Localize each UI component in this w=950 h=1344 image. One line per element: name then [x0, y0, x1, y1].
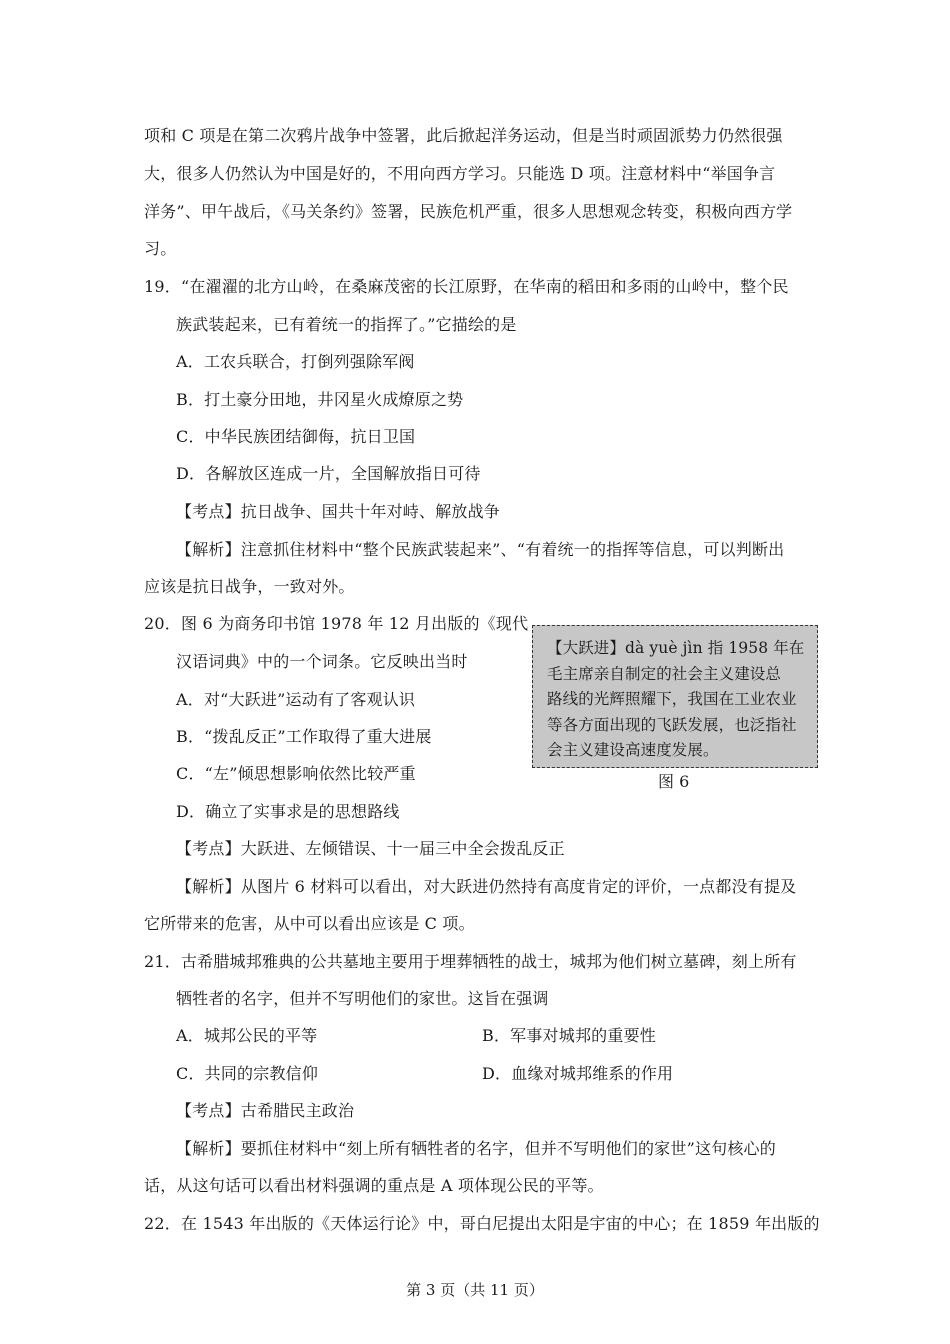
figure-caption: 图 6 — [658, 772, 690, 791]
text-line: 【解析】从图片 6 材料可以看出，对大跃进仍然持有高度肯定的评价，一点都没有提及 — [176, 877, 797, 896]
text-line: A．城邦公民的平等 — [176, 1026, 318, 1045]
text-line: 22．在 1543 年出版的《天体运行论》中，哥白尼提出太阳是宇宙的中心；在 1859 年出版的 — [144, 1214, 820, 1233]
dictionary-entry-line: 路线的光辉照耀下，我国在工业农业 — [547, 690, 797, 708]
text-line: 【解析】注意抓住材料中“整个民族武装起来”、“有着统一的指挥等信息，可以判断出 — [176, 540, 785, 559]
text-line: D．各解放区连成一片，全国解放指日可待 — [176, 464, 481, 483]
text-line: 族武装起来，已有着统一的指挥了。”它描绘的是 — [176, 315, 517, 334]
text-line: 牺牲者的名字，但并不写明他们的家世。这旨在强调 — [176, 989, 549, 1008]
dictionary-entry-line: 等各方面出现的飞跃发展，也泛指社 — [547, 715, 797, 734]
text-line: 洋务”、甲午战后，《马关条约》签署，民族危机严重，很多人思想观念转变，积极向西方学 — [144, 202, 793, 221]
text-line: 项和 C 项是在第二次鸦片战争中签署，此后掀起洋务运动，但是当时顽固派势力仍然很强 — [144, 126, 783, 145]
dictionary-entry-line: 【大跃进】dà yuè jìn 指 1958 年在 — [547, 639, 805, 657]
text-line: 应该是抗日战争，一致对外。 — [144, 577, 355, 596]
text-line: 【考点】大跃进、左倾错误、十一届三中全会拨乱反正 — [176, 839, 565, 858]
text-line: 它所带来的危害，从中可以看出应该是 C 项。 — [144, 914, 475, 933]
dictionary-entry-box — [532, 625, 818, 768]
text-line: 21．古希腊城邦雅典的公共墓地主要用于埋葬牺牲的战士，城邦为他们树立墓碑，刻上所有 — [144, 952, 797, 971]
text-line: B．“拨乱反正”工作取得了重大进展 — [176, 727, 432, 746]
dictionary-entry-line: 毛主席亲自制定的社会主义建设总 — [547, 664, 782, 683]
text-line: D．确立了实事求是的思想路线 — [176, 802, 400, 821]
text-line: A．工农兵联合，打倒列强除军阀 — [176, 352, 415, 371]
text-line: C．“左”倾思想影响依然比较严重 — [176, 764, 416, 783]
text-line: B．军事对城邦的重要性 — [482, 1026, 656, 1045]
text-line: 话，从这句话可以看出材料强调的重点是 A 项体现公民的平等。 — [144, 1176, 604, 1195]
text-line: C．共同的宗教信仰 — [176, 1064, 319, 1083]
text-line: C．中华民族团结御侮，抗日卫国 — [176, 427, 416, 446]
text-line: A．对“大跃进”运动有了客观认识 — [176, 690, 416, 709]
text-line: 19．“在濯濯的北方山岭，在桑麻茂密的长江原野，在华南的稻田和多雨的山岭中，整个民 — [144, 277, 789, 296]
text-line: 20．图 6 为商务印书馆 1978 年 12 月出版的《现代 — [144, 614, 529, 633]
text-line: 【考点】抗日战争、国共十年对峙、解放战争 — [176, 502, 501, 521]
text-line: 汉语词典》中的一个词条。它反映出当时 — [176, 652, 468, 671]
dictionary-entry-line: 会主义建设高速度发展。 — [547, 741, 719, 759]
text-line: 大，很多人仍然认为中国是好的，不用向西方学习。只能选 D 项。注意材料中“举国争言 — [144, 164, 776, 183]
text-line: D．血缘对城邦维系的作用 — [482, 1064, 674, 1083]
text-line: B．打土豪分田地，井冈星火成燎原之势 — [176, 390, 464, 409]
page-footer: 第 3 页（共 11 页） — [406, 1281, 544, 1299]
text-line: 【考点】古希腊民主政治 — [176, 1101, 355, 1120]
text-line: 【解析】要抓住材料中“刻上所有牺牲者的名字，但并不写明他们的家世”这句核心的 — [176, 1139, 776, 1158]
text-line: 习。 — [144, 239, 177, 258]
